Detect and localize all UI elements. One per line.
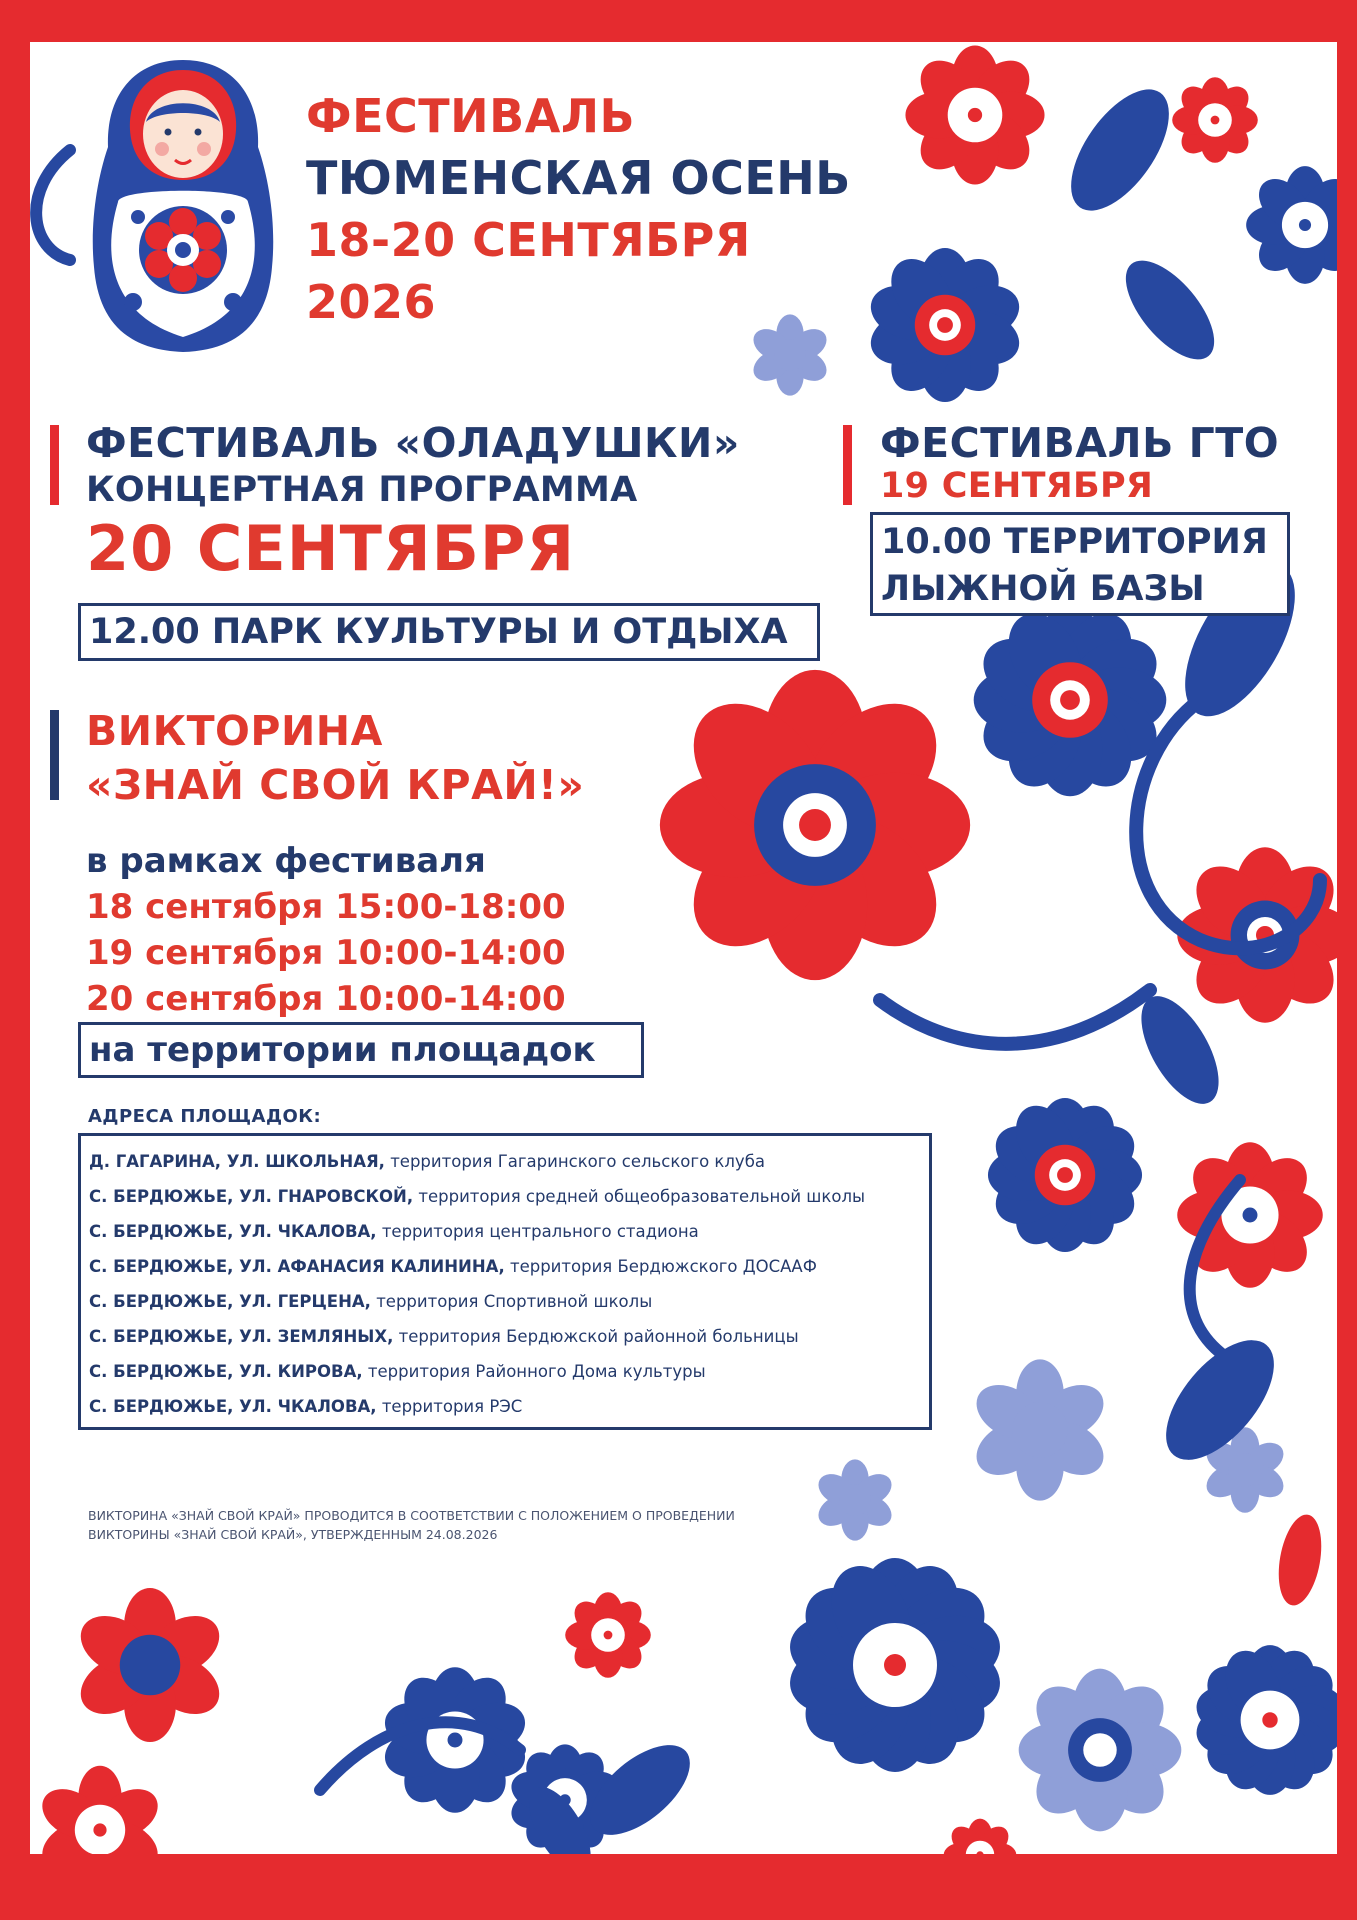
flower-icon xyxy=(1172,77,1258,163)
gto-section xyxy=(880,418,1279,508)
address-street: Д. ГАГАРИНА, УЛ. ШКОЛЬНАЯ, xyxy=(89,1152,385,1171)
flower-icon xyxy=(970,600,1169,799)
flower-icon xyxy=(1191,1642,1348,1799)
flower-icon xyxy=(1019,1669,1182,1832)
gto-place xyxy=(870,512,1290,616)
address-item xyxy=(89,1319,929,1354)
address-place: территория Гагаринского сельского клуба xyxy=(390,1152,765,1171)
address-street: С. БЕРДЮЖЬЕ, УЛ. ЗЕМЛЯНЫХ, xyxy=(89,1327,394,1346)
matryoshka-icon xyxy=(78,52,288,362)
footnote xyxy=(88,1506,735,1544)
address-street: С. БЕРДЮЖЬЕ, УЛ. ЧКАЛОВА, xyxy=(89,1222,377,1241)
quiz-intro: в рамках фестиваля xyxy=(86,841,486,881)
header-line-1: ФЕСТИВАЛЬ xyxy=(306,89,636,143)
flower-icon xyxy=(905,45,1044,184)
quiz-date-2: 19 сентября 10:00-14:00 xyxy=(86,933,566,973)
address-street: С. БЕРДЮЖЬЕ, УЛ. ЧКАЛОВА, xyxy=(89,1397,377,1416)
leaf-icon xyxy=(1052,73,1188,227)
gto-date: 19 СЕНТЯБРЯ xyxy=(880,466,1154,506)
gto-accent-bar xyxy=(843,425,852,505)
address-street: С. БЕРДЮЖЬЕ, УЛ. ГЕРЦЕНА, xyxy=(89,1292,371,1311)
flower-icon xyxy=(660,670,970,980)
poster-header xyxy=(306,85,851,333)
footnote-line-2: ВИКТОРИНЫ «ЗНАЙ СВОЙ КРАЙ», УТВЕРЖДЕННЫМ 24.08.2026 xyxy=(88,1527,498,1542)
address-item xyxy=(89,1389,929,1424)
quiz-title xyxy=(86,704,584,812)
address-item xyxy=(89,1214,929,1249)
quiz-date-3: 20 сентября 10:00-14:00 xyxy=(86,979,566,1019)
oladushki-accent-bar xyxy=(50,425,59,505)
flower-icon xyxy=(1177,1142,1323,1288)
quiz-schedule xyxy=(86,838,566,1022)
oladushki-date: 20 СЕНТЯБРЯ xyxy=(86,512,576,585)
flower-icon xyxy=(967,1359,1113,1500)
address-item xyxy=(89,1354,929,1389)
flower-icon xyxy=(783,1553,1008,1777)
address-street: С. БЕРДЮЖЬЕ, УЛ. АФАНАСИЯ КАЛИНИНА, xyxy=(89,1257,505,1276)
header-line-2: ТЮМЕНСКАЯ ОСЕНЬ xyxy=(306,151,851,205)
address-place: территория Бердюжской районной больницы xyxy=(398,1327,799,1346)
addresses-label-text: АДРЕСА ПЛОЩАДОК: xyxy=(88,1106,322,1127)
flower-icon xyxy=(34,1766,167,1894)
flower-icon xyxy=(1246,166,1357,284)
address-item xyxy=(89,1249,929,1284)
address-street: С. БЕРДЮЖЬЕ, УЛ. ГНАРОВСКОЙ, xyxy=(89,1187,414,1206)
gto-title: ФЕСТИВАЛЬ ГТО xyxy=(880,419,1280,467)
address-place: территория РЭС xyxy=(381,1397,523,1416)
header-dates: 18-20 СЕНТЯБРЯ xyxy=(306,213,751,267)
flower-icon xyxy=(864,247,1027,402)
addresses-label xyxy=(88,1106,321,1127)
oladushki-title: ФЕСТИВАЛЬ «ОЛАДУШКИ» xyxy=(86,419,740,467)
flower-icon xyxy=(565,1592,651,1678)
address-item xyxy=(89,1284,929,1319)
address-place: территория центрального стадиона xyxy=(381,1222,699,1241)
leaf-icon xyxy=(1110,246,1230,374)
oladushki-place: 12.00 ПАРК КУЛЬТУРЫ И ОТДЫХА xyxy=(78,603,820,661)
address-item xyxy=(89,1179,929,1214)
gto-place-line-1: 10.00 ТЕРРИТОРИЯ xyxy=(881,522,1268,562)
address-place: территория Спортивной школы xyxy=(376,1292,653,1311)
flower-icon xyxy=(70,1588,229,1742)
footnote-line-1: ВИКТОРИНА «ЗНАЙ СВОЙ КРАЙ» ПРОВОДИТСЯ В СООТВЕТСТВИИ С ПОЛОЖЕНИЕМ О ПРОВЕДЕНИИ xyxy=(88,1508,735,1523)
address-item xyxy=(89,1144,929,1179)
address-street: С. БЕРДЮЖЬЕ, УЛ. КИРОВА, xyxy=(89,1362,363,1381)
flower-icon xyxy=(813,1459,897,1540)
quiz-location: на территории площадок xyxy=(78,1022,644,1078)
address-place: территория средней общеобразовательной школы xyxy=(418,1187,866,1206)
quiz-accent-bar xyxy=(50,710,59,800)
swirl-icon xyxy=(880,990,1150,1044)
oladushki-section xyxy=(86,418,740,586)
swirl-icon xyxy=(36,150,70,260)
quiz-date-1: 18 сентября 15:00-18:00 xyxy=(86,887,566,927)
addresses-list xyxy=(78,1133,932,1430)
header-year: 2026 xyxy=(306,275,437,329)
address-place: территория Бердюжского ДОСААФ xyxy=(509,1257,817,1276)
oladushki-subtitle: КОНЦЕРТНАЯ ПРОГРАММА xyxy=(86,470,638,510)
flower-icon xyxy=(944,1819,1017,1892)
address-place: территория Районного Дома культуры xyxy=(367,1362,706,1381)
quiz-title-line-2: «ЗНАЙ СВОЙ КРАЙ!» xyxy=(86,761,585,809)
flower-icon xyxy=(985,1095,1144,1254)
gto-place-line-2: ЛЫЖНОЙ БАЗЫ xyxy=(881,569,1205,609)
quiz-title-line-1: ВИКТОРИНА xyxy=(86,707,383,755)
leaf-icon xyxy=(1272,1511,1327,1609)
